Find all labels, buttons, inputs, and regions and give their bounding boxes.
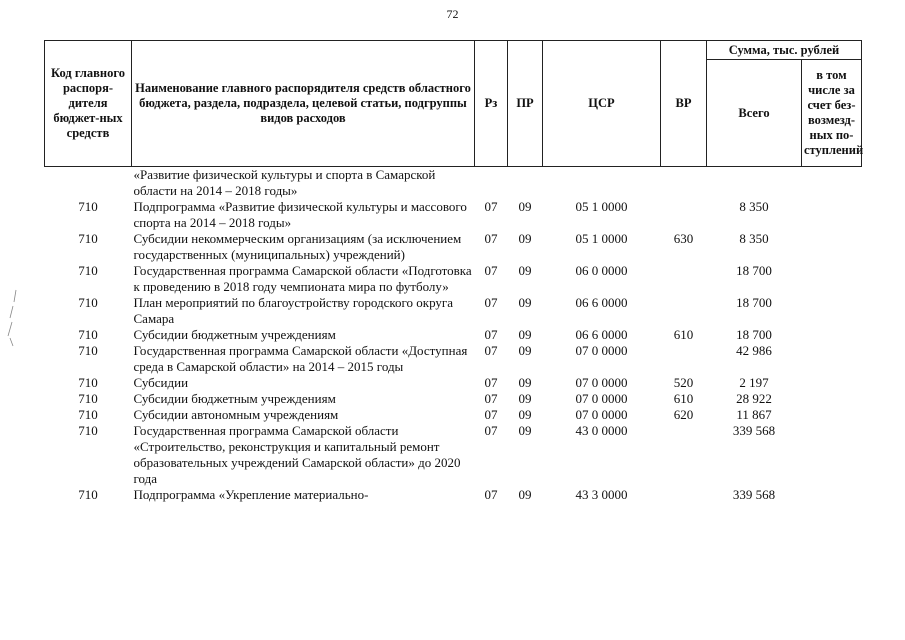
table-row (45, 167, 862, 200)
cell-csr: 07 0 0000 (575, 375, 628, 390)
table-row (45, 263, 862, 295)
cell-rz: 07 (484, 391, 498, 406)
cell-name: Субсидии некоммерческим организациям (за исключением государственных (муниципальных) учреждений) (133, 231, 462, 262)
cell-vr: 520 (673, 375, 694, 390)
cell-code: 710 (78, 327, 98, 342)
cell-code: 710 (78, 199, 98, 214)
cell-rz (475, 167, 508, 200)
cell-vr: 610 (673, 391, 694, 406)
cell-vr (661, 199, 707, 231)
cell-total (707, 167, 802, 200)
cell-name: Подпрограмма «Укрепление материально- (133, 487, 369, 502)
page-number: 72 (446, 7, 459, 21)
cell-grants (802, 199, 862, 231)
cell-pr: 09 (518, 391, 532, 406)
cell-name: «Развитие физической культуры и спорта в Самарской области на 2014 – 2018 годы» (133, 167, 436, 198)
cell-vr: 620 (673, 407, 694, 422)
margin-pencil-marks (4, 288, 22, 348)
cell-total: 2 197 (739, 375, 769, 390)
cell-csr: 05 1 0000 (575, 199, 628, 214)
cell-name: Субсидии бюджетным учреждениям (133, 327, 336, 342)
cell-pr: 09 (518, 407, 532, 422)
table-row (45, 199, 862, 231)
table-row (45, 231, 862, 263)
header-pr: ПР (508, 41, 543, 167)
cell-csr: 43 0 0000 (575, 423, 628, 438)
header-rz: Рз (475, 41, 508, 167)
cell-csr: 05 1 0000 (575, 231, 628, 246)
table-body (45, 167, 862, 504)
cell-grants (802, 327, 862, 343)
cell-name: Подпрограмма «Развитие физической культуры и массового спорта на 2014 – 2018 годы» (133, 199, 467, 230)
cell-code: 710 (78, 343, 98, 358)
cell-pr: 09 (518, 263, 532, 278)
table-row (45, 407, 862, 423)
table-row (45, 343, 862, 375)
cell-total: 18 700 (736, 295, 772, 310)
cell-rz: 07 (484, 343, 498, 358)
cell-csr: 07 0 0000 (575, 343, 628, 358)
cell-vr (661, 263, 707, 295)
cell-grants (802, 375, 862, 391)
table-row (45, 327, 862, 343)
cell-grants (802, 343, 862, 375)
cell-csr: 06 6 0000 (575, 327, 628, 342)
cell-total: 18 700 (736, 263, 772, 278)
cell-grants (802, 295, 862, 327)
cell-rz: 07 (484, 487, 498, 502)
cell-total: 339 568 (732, 423, 776, 438)
cell-pr: 09 (518, 199, 532, 214)
cell-code: 710 (78, 487, 98, 502)
table-row (45, 487, 862, 503)
cell-total: 8 350 (739, 231, 769, 246)
cell-code: 710 (78, 263, 98, 278)
cell-code: 710 (78, 375, 98, 390)
cell-total: 11 867 (736, 407, 772, 422)
cell-name: План мероприятий по благоустройству городского округа Самара (133, 295, 453, 326)
cell-code: 710 (78, 407, 98, 422)
cell-csr (543, 167, 661, 200)
cell-rz: 07 (484, 199, 498, 214)
cell-grants (802, 263, 862, 295)
cell-pr: 09 (518, 423, 532, 438)
cell-csr: 07 0 0000 (575, 407, 628, 422)
header-csr: ЦСР (543, 41, 661, 167)
cell-vr (661, 167, 707, 200)
cell-name: Субсидии бюджетным учреждениям (133, 391, 336, 406)
header-code: Код главного распоря-дителя бюджет-ных средств (45, 41, 132, 167)
cell-pr: 09 (518, 231, 532, 246)
cell-grants (802, 167, 862, 200)
header-sum-group: Сумма, тыс. рублей (707, 41, 862, 60)
cell-rz: 07 (484, 423, 498, 438)
cell-code: 710 (78, 295, 98, 310)
cell-total: 339 568 (732, 487, 776, 502)
cell-rz: 07 (484, 263, 498, 278)
cell-csr: 07 0 0000 (575, 391, 628, 406)
header-vr: ВР (661, 41, 707, 167)
cell-name: Государственная программа Самарской области «Подготовка к проведению в 2018 году чемпионата мира по футболу» (133, 263, 472, 294)
cell-rz: 07 (484, 327, 498, 342)
cell-vr (661, 295, 707, 327)
table-row (45, 391, 862, 407)
cell-grants (802, 391, 862, 407)
cell-vr (661, 423, 707, 487)
cell-pr: 09 (518, 375, 532, 390)
cell-name: Государственная программа Самарской области «Строительство, реконструкция и капитальный ремонт образовательных учреждений Самарской области» до 2020 года (133, 423, 461, 486)
cell-grants (802, 231, 862, 263)
cell-total: 18 700 (736, 327, 772, 342)
cell-grants (802, 407, 862, 423)
cell-vr (661, 487, 707, 503)
cell-grants (802, 487, 862, 503)
cell-rz: 07 (484, 407, 498, 422)
cell-total: 28 922 (736, 391, 772, 406)
cell-code (45, 167, 132, 200)
cell-code: 710 (78, 391, 98, 406)
table-row (45, 295, 862, 327)
cell-code: 710 (78, 423, 98, 438)
cell-pr: 09 (518, 487, 532, 502)
cell-csr: 06 0 0000 (575, 263, 628, 278)
cell-csr: 43 3 0000 (575, 487, 628, 502)
table-row (45, 375, 862, 391)
cell-vr: 610 (673, 327, 694, 342)
header-total: Всего (707, 60, 802, 167)
cell-csr: 06 6 0000 (575, 295, 628, 310)
cell-rz: 07 (484, 295, 498, 310)
cell-pr: 09 (518, 327, 532, 342)
cell-vr (661, 343, 707, 375)
header-name: Наименование главного распорядителя средств областного бюджета, раздела, подраздела, целевой статьи, подгруппы видов расходов (132, 41, 475, 167)
cell-name: Субсидии автономным учреждениям (133, 407, 339, 422)
cell-grants (802, 423, 862, 487)
cell-rz: 07 (484, 375, 498, 390)
table-row (45, 423, 862, 487)
header-grants: в том числе за счет без-возмезд-ных по-ступлений (802, 60, 862, 167)
cell-total: 42 986 (736, 343, 772, 358)
cell-rz: 07 (484, 231, 498, 246)
cell-name: Государственная программа Самарской области «Доступная среда в Самарской области» на 2014 – 2015 годы (133, 343, 468, 374)
cell-pr: 09 (518, 295, 532, 310)
cell-name: Субсидии (133, 375, 189, 390)
budget-table (44, 40, 862, 503)
cell-code: 710 (78, 231, 98, 246)
cell-total: 8 350 (739, 199, 769, 214)
cell-pr (508, 167, 543, 200)
cell-vr: 630 (673, 231, 694, 246)
cell-pr: 09 (518, 343, 532, 358)
